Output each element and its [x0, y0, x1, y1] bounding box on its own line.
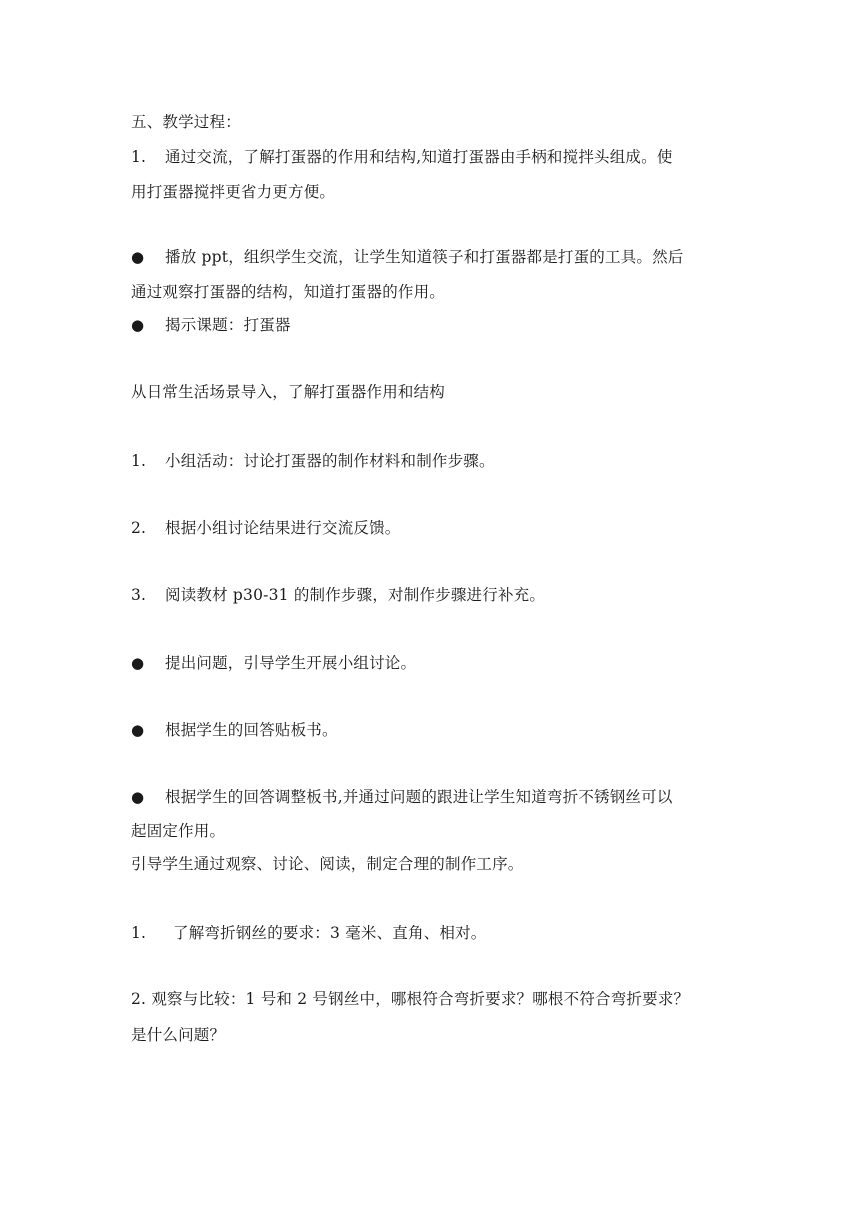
bullet-1-line-2 — [131, 282, 741, 302]
step-2 — [131, 518, 741, 538]
item-1-line-2 — [131, 182, 741, 202]
bullet-text: 通过观察打蛋器的结构，知道打蛋器的作用。 — [131, 283, 446, 301]
bullet-icon: ● — [131, 654, 145, 672]
bullet-4 — [131, 720, 741, 740]
bullet-5-line-2 — [131, 821, 741, 841]
heading-text: 五、教学过程： — [131, 113, 241, 131]
guide-paragraph — [131, 854, 741, 874]
item-text: 阅读教材 p30-31 的制作步骤，对制作步骤进行补充。 — [165, 586, 546, 604]
item-number: 1. — [131, 924, 147, 942]
item-text: 根据小组讨论结果进行交流反馈。 — [165, 519, 401, 537]
paragraph-text: 引导学生通过观察、讨论、阅读，制定合理的制作工序。 — [131, 855, 524, 873]
item-number: 2. — [131, 519, 147, 537]
item-number: 1. — [131, 452, 147, 470]
bullet-icon: ● — [131, 721, 145, 739]
intro-paragraph — [131, 382, 741, 402]
bullet-3 — [131, 653, 741, 673]
item-1-line-1 — [131, 147, 741, 167]
bullet-text: 播放 ppt，组织学生交流，让学生知道筷子和打蛋器都是打蛋的工具。然后 — [165, 248, 684, 266]
item-number: 1. — [131, 148, 147, 166]
bullet-1-line-1 — [131, 247, 741, 267]
item-number: 3. — [131, 586, 147, 604]
bullet-text: 起固定作用。 — [131, 822, 226, 840]
bullet-2 — [131, 315, 741, 335]
step-3 — [131, 585, 741, 605]
item-text: 了解弯折钢丝的要求：3 毫米、直角、相对。 — [173, 924, 487, 942]
paragraph-text: 从日常生活场景导入，了解打蛋器作用和结构 — [131, 383, 446, 401]
bullet-text: 揭示课题：打蛋器 — [165, 316, 291, 334]
bullet-icon: ● — [131, 316, 145, 334]
compare-line-1 — [131, 989, 741, 1009]
bullet-text: 根据学生的回答贴板书。 — [165, 721, 338, 739]
item-text: 用打蛋器搅拌更省力更方便。 — [131, 183, 336, 201]
bullet-icon: ● — [131, 248, 145, 266]
section-heading — [131, 112, 741, 132]
bullet-text: 提出问题，引导学生开展小组讨论。 — [165, 654, 417, 672]
bullet-icon: ● — [131, 788, 145, 806]
step-1 — [131, 451, 741, 471]
requirement-item — [131, 923, 741, 943]
bullet-text: 根据学生的回答调整板书,并通过问题的跟进让学生知道弯折不锈钢丝可以 — [165, 788, 673, 806]
item-text: 2. 观察与比较：1 号和 2 号钢丝中，哪根符合弯折要求？哪根不符合弯折要求？ — [131, 990, 690, 1008]
bullet-5-line-1 — [131, 787, 741, 807]
compare-line-2 — [131, 1025, 741, 1045]
item-text: 小组活动：讨论打蛋器的制作材料和制作步骤。 — [165, 452, 495, 470]
item-text: 是什么问题？ — [131, 1026, 226, 1044]
item-text: 通过交流，了解打蛋器的作用和结构,知道打蛋器由手柄和搅拌头组成。使 — [165, 148, 673, 166]
